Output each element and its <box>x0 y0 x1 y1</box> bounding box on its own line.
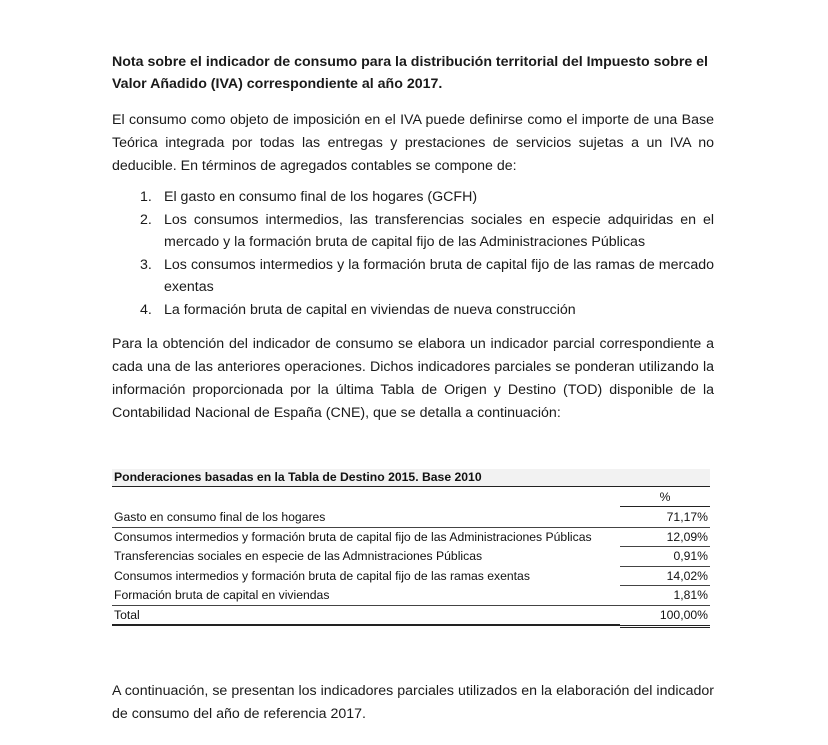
list-item <box>140 186 714 209</box>
total-divider <box>112 624 620 626</box>
table-row-label: Consumos intermedios y formación bruta de capital fijo de las ramas exentas <box>114 568 530 583</box>
method-paragraph: Para la obtención del indicador de consumo se elabora un indicador parcial correspondiente a cada una de las anteriores operaciones. Dichos indicadores parciales se ponderan utilizando la información proporcionada por la última Tabla de Origen y Destino (TOD) disponible de la Contabilidad Nacional de España (CNE), que se detalla a continuación: <box>112 336 714 421</box>
table-total-value: 100,00% <box>659 607 708 622</box>
table-title: Ponderaciones basadas en la Tabla de Destino 2015. Base 2010 <box>112 469 710 487</box>
intro-paragraph: El consumo como objeto de imposición en el IVA puede definirse como el importe de una Base Teórica integrada por todas las entregas y prestaciones de servicios sujetas a un IVA no deducible. En términos de agregados contables se compone de: <box>112 112 714 174</box>
table-row-value: 12,09% <box>666 529 708 544</box>
list-item-text: El gasto en consumo final de los hogares (GCFH) <box>164 189 478 205</box>
components-list <box>140 186 714 321</box>
table-row-label: Gasto en consumo final de los hogares <box>114 510 326 524</box>
document-title: Nota sobre el indicador de consumo para la distribución territorial del Impuesto sobre el Valor Añadido (IVA) correspondiente al año 2017. <box>112 54 708 92</box>
table-row-label: Transferencias sociales en especie de las Admnistraciones Públicas <box>114 549 483 563</box>
table-row-value: 14,02% <box>666 568 708 583</box>
table-unit-header: % <box>620 489 710 507</box>
list-item <box>140 299 714 322</box>
list-item-text: Los consumos intermedios y la formación bruta de capital fijo de las ramas de mercado exentas <box>164 256 714 295</box>
table-row-label: Formación bruta de capital en viviendas <box>114 588 330 602</box>
total-value-divider <box>620 625 710 628</box>
table-row-label: Consumos intermedios y formación bruta de capital fijo de las Administraciones Públicas <box>114 529 592 544</box>
list-item-number: 1. <box>140 189 152 205</box>
table-row <box>112 528 710 548</box>
table-total-row <box>112 606 710 626</box>
table-row-value: 1,81% <box>673 588 708 602</box>
list-item <box>140 209 714 254</box>
list-item-number: 2. <box>140 211 152 228</box>
table-row-value: 0,91% <box>673 549 708 563</box>
table-row <box>112 567 710 587</box>
table-row <box>112 547 710 567</box>
table-row <box>112 586 710 606</box>
list-item <box>140 254 714 299</box>
closing-paragraph: A continuación, se presentan los indicadores parciales utilizados en la elaboración del indicador de consumo del año de referencia 2017. <box>112 683 714 722</box>
table-total-label: Total <box>114 607 140 622</box>
table-unit-row <box>112 487 710 508</box>
list-item-number: 4. <box>140 301 152 318</box>
list-item-number: 3. <box>140 256 152 273</box>
table-row-value: 71,17% <box>666 510 708 524</box>
list-item-text: Los consumos intermedios, las transferencias sociales en especie adquiridas en el mercado y la formación bruta de capital fijo de las Administraciones Públicas <box>164 211 714 250</box>
table-row <box>112 508 710 528</box>
weights-table <box>112 469 710 625</box>
list-item-text: La formación bruta de capital en viviendas de nueva construcción <box>164 301 576 318</box>
